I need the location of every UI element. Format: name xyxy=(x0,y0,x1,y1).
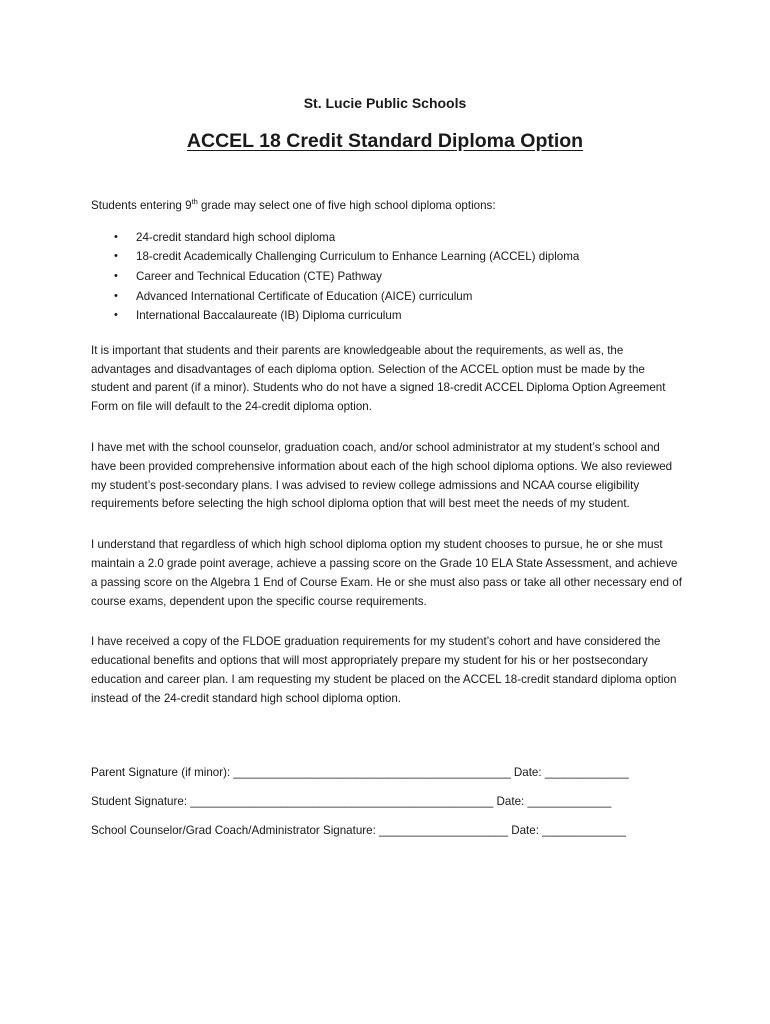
option-text: Advanced International Certificate of Education (AICE) curriculum xyxy=(136,289,473,303)
signature-block xyxy=(91,766,691,853)
option-text: International Baccalaureate (IB) Diploma curriculum xyxy=(136,309,402,323)
diploma-options-list xyxy=(91,228,686,326)
document-title: ACCEL 18 Credit Standard Diploma Option xyxy=(186,130,584,152)
list-item xyxy=(91,247,686,267)
organization-name: St. Lucie Public Schools xyxy=(303,95,467,111)
parent-signature-line[interactable]: Parent Signature (if minor): ___________________________________________ Date: _____________ xyxy=(91,766,629,779)
paragraph-requirements: I understand that regardless of which high school diploma option my student chooses to pursue, he or she must maintain a 2.0 grade point average, achieve a passing score on the Grade 10 ELA State Assessment, and achieve a passing score on the Algebra 1 End of Course Exam. He or she must also pass or take all other necessary end of course exams, dependent upon the specific course requirements. xyxy=(91,538,682,608)
list-item xyxy=(91,306,686,326)
document-body xyxy=(91,197,686,709)
intro-after: grade may select one of five high school diploma options: xyxy=(197,199,496,212)
option-text: 24-credit standard high school diploma xyxy=(136,230,336,244)
paragraph-request: I have received a copy of the FLDOE graduation requirements for my student’s cohort and have considered the educational benefits and options that will most appropriately prepare my student for his or her postsecondary education and career plan. I am requesting my student be placed on the ACCEL 18-credit standard diploma option instead of the 24-credit standard high school diploma option. xyxy=(91,635,677,705)
paragraph-knowledgeable: It is important that students and their parents are knowledgeable about the requirements, as well as, the advantages and disadvantages of each diploma option. Selection of the ACCEL option must be made by the student and parent (if a minor). Students who do not have a signed 18-credit ACCEL Diploma Option Agreement Form on file will default to the 24-credit diploma option. xyxy=(91,343,666,414)
student-signature-line[interactable]: Student Signature: _______________________________________________ Date: _____________ xyxy=(91,795,612,808)
list-item xyxy=(91,228,686,248)
option-text: Career and Technical Education (CTE) Pathway xyxy=(136,269,382,283)
bullet-icon: • xyxy=(114,230,118,243)
bullet-icon: • xyxy=(114,250,118,263)
bullet-icon: • xyxy=(114,289,118,302)
paragraph-counselor-meeting: I have met with the school counselor, graduation coach, and/or school administrator at my student’s school and have been provided comprehensive information about each of the high school diploma options. We also reviewed my student’s post-secondary plans. I was advised to review college admissions and NCAA course eligibility requirements before selecting the high school diploma option that will best meet the needs of my student. xyxy=(91,440,673,511)
intro-sentence xyxy=(91,197,686,216)
intro-superscript: th xyxy=(191,197,198,207)
intro-before: Students entering 9 xyxy=(91,199,192,212)
bullet-icon: • xyxy=(114,269,118,282)
list-item xyxy=(91,267,686,287)
list-item xyxy=(91,287,686,307)
option-text: 18-credit Academically Challenging Curriculum to Enhance Learning (ACCEL) diploma xyxy=(136,250,580,264)
bullet-icon: • xyxy=(114,309,118,322)
counselor-signature-line[interactable]: School Counselor/Grad Coach/Administrator Signature: ____________________ Date: _____________ xyxy=(91,824,626,837)
